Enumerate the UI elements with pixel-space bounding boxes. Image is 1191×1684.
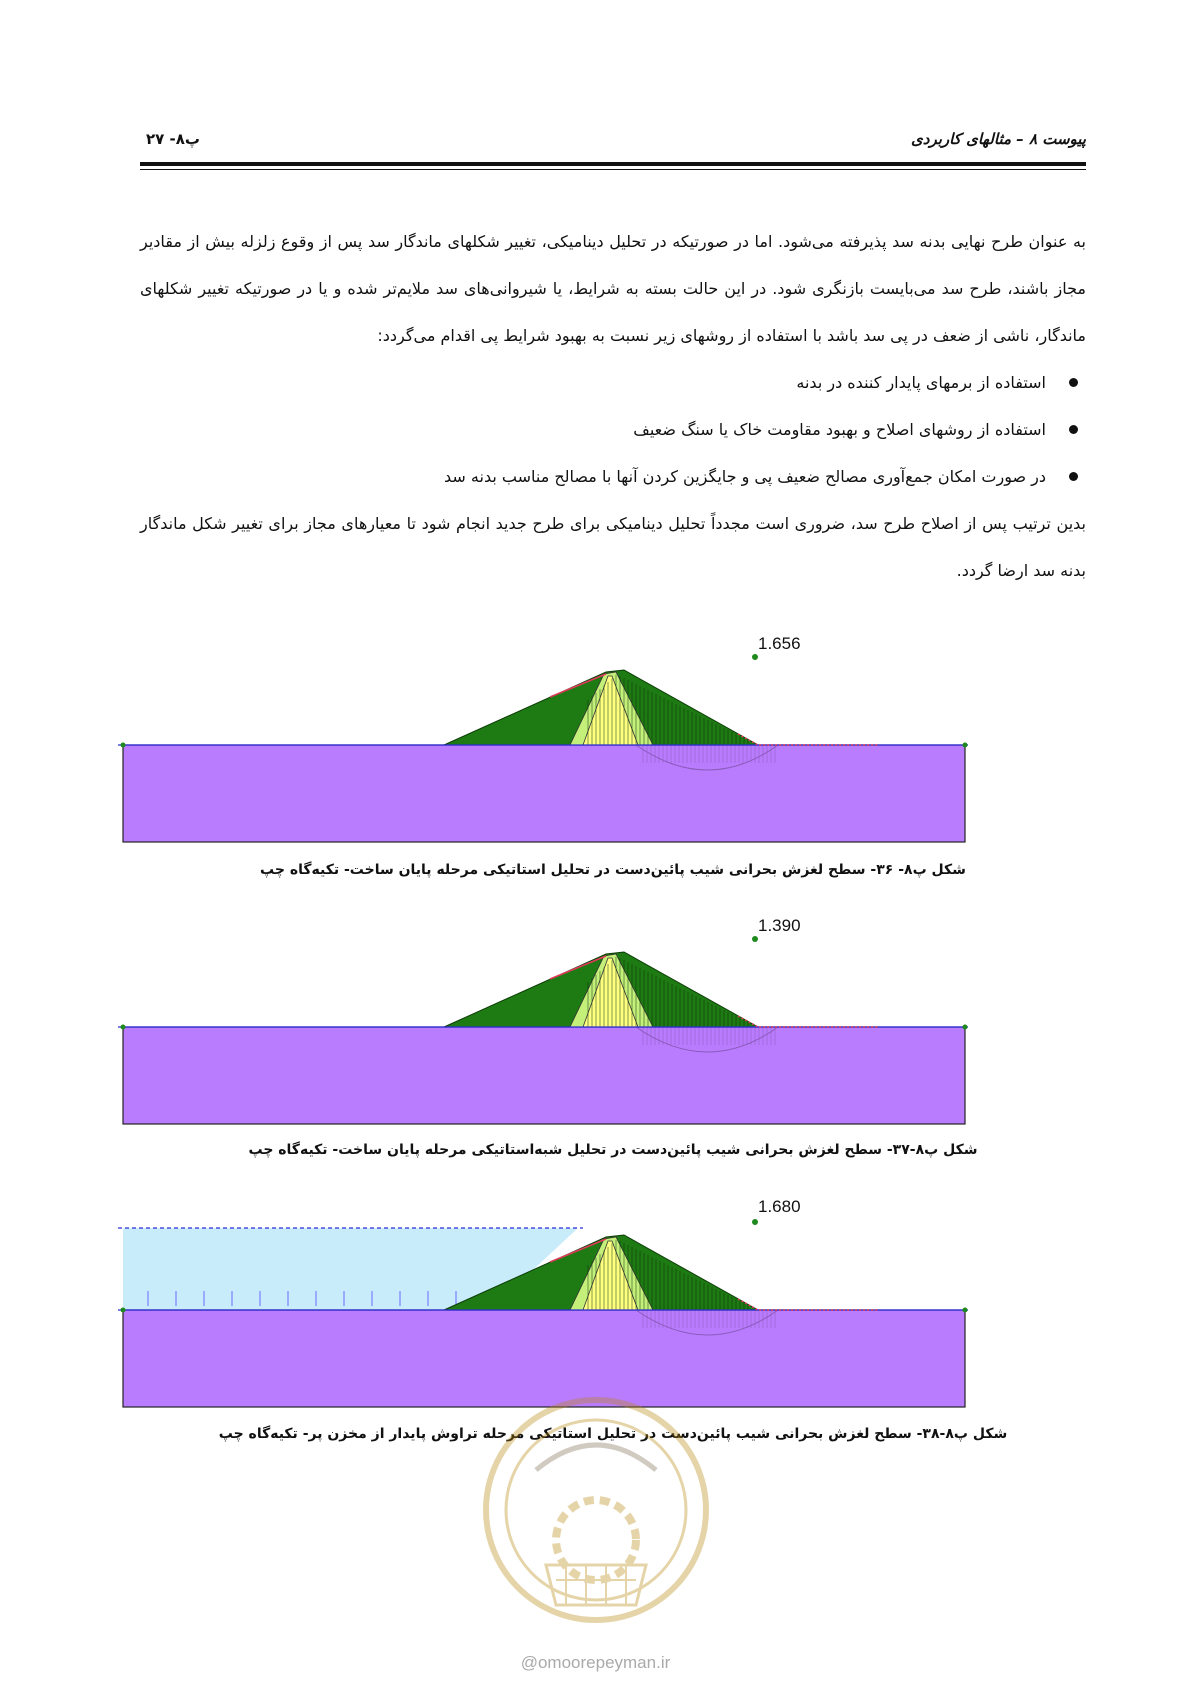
- watermark-url: @omoorepeyman.ir: [520, 1653, 671, 1672]
- watermark-seal: [476, 1390, 716, 1630]
- bullet-text: استفاده از روشهای اصلاح و بهبود مقاومت خاک یا سنگ ضعیف: [633, 420, 1046, 439]
- boundary-marker: [121, 1308, 126, 1313]
- slip-exit-range: [738, 1299, 878, 1310]
- factor-of-safety: 1.656: [758, 634, 801, 653]
- header-rule-thick: [140, 162, 1086, 166]
- slip-center-point: [752, 936, 758, 942]
- figure-caption: شکل پ۸- ۳۶- سطح لغزش بحرانی شیب پائین‌دست در تحلیل استاتیکی مرحله پایان ساخت- تکیه‌گاه چپ: [260, 862, 966, 878]
- chapter-title: پیوست ۸ – مثالهای کاربردی: [911, 130, 1086, 148]
- dam-section-diagram: [118, 912, 1058, 1132]
- slip-center-point: [752, 1219, 758, 1225]
- figure-38: [118, 1195, 1058, 1415]
- boundary-marker: [121, 1025, 126, 1030]
- figure-36: [118, 630, 1058, 850]
- bullet-icon: [1069, 425, 1078, 434]
- foundation-layer: [123, 1027, 965, 1124]
- factor-of-safety: 1.680: [758, 1197, 801, 1216]
- bullet-item: [140, 453, 1046, 500]
- body-text: [140, 218, 1086, 594]
- paragraph-1: به عنوان طرح نهایی بدنه سد پذیرفته می‌شود. اما در صورتیکه در تحلیل دینامیکی، تغییر شکلهای ماندگار سد پس از وقوع زلزله بیش از مقادیر مجاز باشند، طرح سد می‌بایست بازنگری شود. در این حالت بسته به شرایط، یا شیروانی‌های سد ملایم‌تر شده و یا در صورتیکه تغییر شکلهای ماندگار، ناشی از ضعف در پی سد باشد با استفاده از روشهای زیر نسبت به بهبود شرایط پی اقدام می‌گردد:: [140, 232, 1086, 345]
- paragraph-2: بدین ترتیب پس از اصلاح طرح سد، ضروری است مجدداً تحلیل دینامیکی برای طرح جدید انجام شود تا معیارهای مجاز برای تغییر شکل ماندگار بدنه سد ارضا گردد.: [140, 514, 1086, 580]
- factor-of-safety: 1.390: [758, 916, 801, 935]
- boundary-marker: [963, 1025, 968, 1030]
- bullet-item: [140, 359, 1046, 406]
- boundary-marker: [121, 743, 126, 748]
- bullet-list: [140, 359, 1086, 500]
- header-rule-thin: [140, 169, 1086, 170]
- slip-exit-range: [738, 1016, 878, 1027]
- bullet-icon: [1069, 378, 1078, 387]
- page-number: پ۸- ۲۷: [146, 130, 200, 148]
- figure-caption: شکل پ۸-۳۷- سطح لغزش بحرانی شیب پائین‌دست در تحلیل شبه‌استاتیکی مرحله پایان ساخت- تکیه‌گاه چپ: [248, 1142, 978, 1158]
- bullet-text: استفاده از برمهای پایدار کننده در بدنه: [796, 373, 1046, 392]
- page-header: [140, 130, 1086, 160]
- figure-37: [118, 912, 1058, 1132]
- slip-center-point: [752, 654, 758, 660]
- boundary-marker: [963, 743, 968, 748]
- bullet-text: در صورت امکان جمع‌آوری مصالح ضعیف پی و جایگزین کردن آنها با مصالح مناسب بدنه سد: [444, 467, 1046, 486]
- dam-section-diagram: [118, 1195, 1058, 1415]
- foundation-layer: [123, 745, 965, 842]
- boundary-marker: [963, 1308, 968, 1313]
- bullet-item: [140, 406, 1046, 453]
- dam-section-diagram: [118, 630, 1058, 850]
- figure-caption: شکل پ۸-۳۸- سطح لغزش بحرانی شیب پائین‌دست در تحلیل استاتیکی مرحله تراوش پایدار از مخزن پر- تکیه‌گاه چپ: [218, 1426, 1008, 1442]
- bullet-icon: [1069, 472, 1078, 481]
- slip-exit-range: [738, 734, 878, 745]
